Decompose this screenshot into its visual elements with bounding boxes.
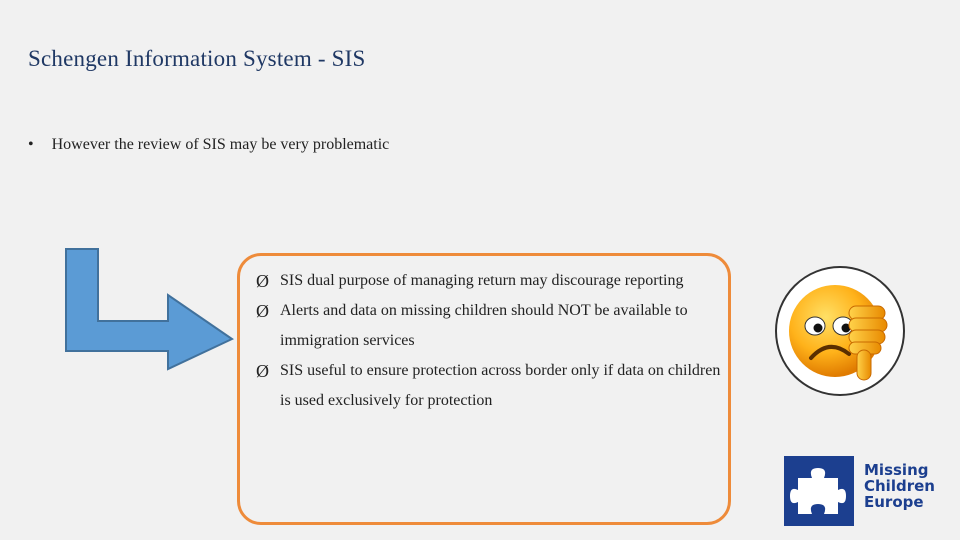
list-item-text: Alerts and data on missing children should NOT be available to immigration services <box>280 302 688 349</box>
arrowhead-bullet-icon: Ø <box>256 301 269 321</box>
sad-thumbs-down-emoji-icon <box>785 276 895 386</box>
bullet-item <box>28 136 389 154</box>
logo-line: Missing <box>864 461 929 479</box>
arrowhead-bullet-icon: Ø <box>256 271 269 291</box>
arrowhead-bullet-icon: Ø <box>256 361 269 381</box>
logo-line: Europe <box>864 493 924 511</box>
organization-logo-text <box>864 462 935 510</box>
logo-line: Children <box>864 477 935 495</box>
list-item <box>256 356 726 416</box>
bent-arrow-right-icon <box>64 247 236 371</box>
bullet-icon: • <box>28 136 34 153</box>
bullet-text: However the review of SIS may be very problematic <box>51 136 390 153</box>
callout-list <box>256 266 726 416</box>
slide-title: Schengen Information System - SIS <box>28 46 366 71</box>
list-item <box>256 296 726 356</box>
list-item-text: SIS dual purpose of managing return may discourage reporting <box>280 272 684 289</box>
list-item <box>256 266 726 296</box>
list-item-text: SIS useful to ensure protection across border only if data on children is used exclusively for protection <box>280 362 721 409</box>
puzzle-piece-icon <box>784 456 854 526</box>
